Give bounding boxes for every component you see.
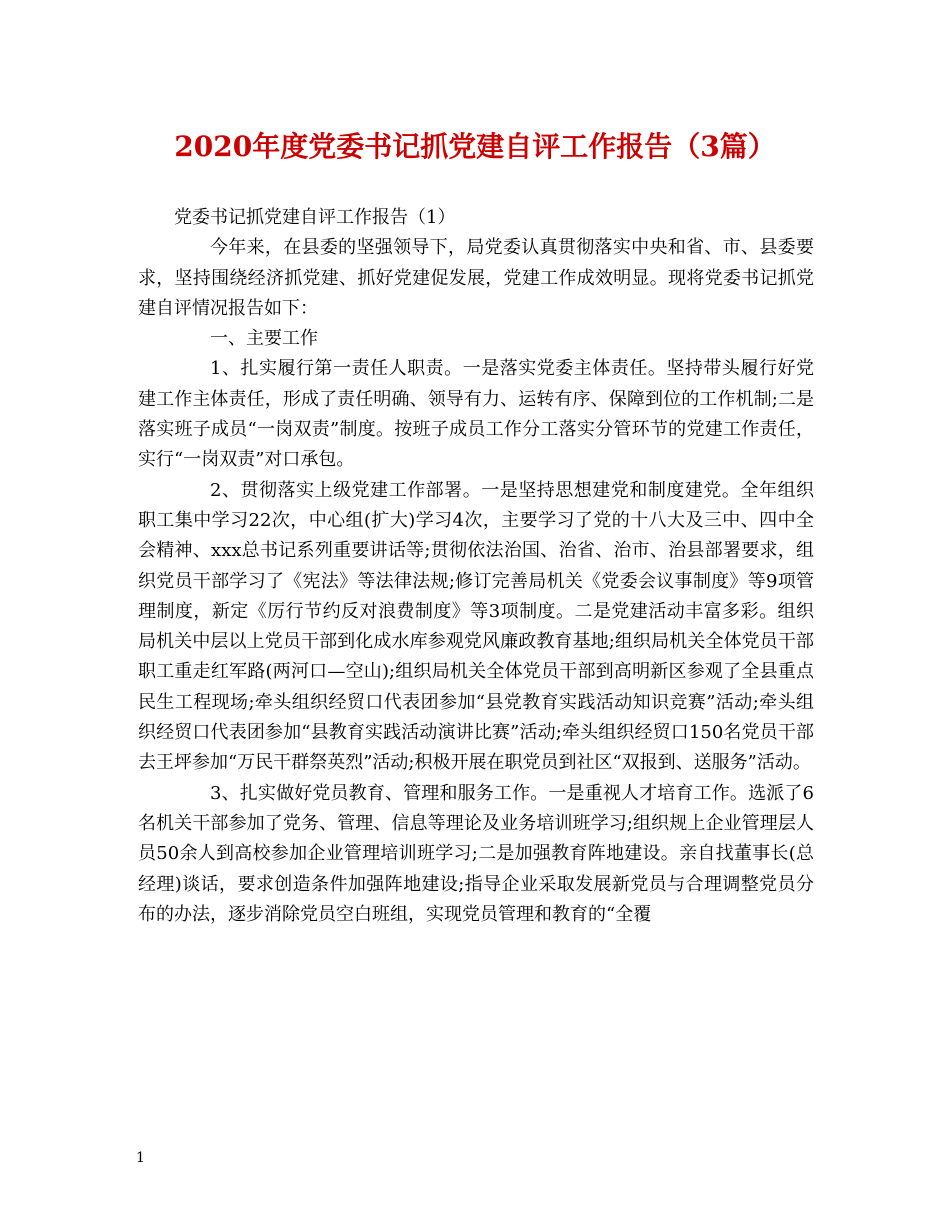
- paragraph-item-3: 3、扎实做好党员教育、管理和服务工作。一是重视人才培育工作。选派了6名机关干部参加了党务、管理、信息等理论及业务培训班学习;组织规上企业管理层人员50余人到高校参加企业管理培训班学习;二是加强教育阵地建设。亲自找董事长(总经理)谈话，要求创造条件加强阵地建设;指导企业采取发展新党员与合理调整党员分布的办法，逐步消除党员空白班组，实现党员管理和教育的“全覆: [138, 782, 814, 925]
- page-number: 1: [136, 1150, 145, 1166]
- section-heading: 一、主要工作: [210, 328, 318, 350]
- paragraph-item-1: 1、扎实履行第一责任人职责。一是落实党委主体责任。坚持带头履行好党建工作主体责任，形成了责任明确、领导有力、运转有序、保障到位的工作机制;二是落实班子成员“一岗双责”制度。按班子成员工作分工落实分管环节的党建工作责任，实行“一岗双责”对口承包。: [138, 358, 814, 471]
- document-title: 2020年度党委书记抓党建自评工作报告（3篇）: [174, 130, 776, 163]
- document-body: [138, 203, 814, 930]
- paragraph-item-2: 2、贯彻落实上级党建工作部署。一是坚持思想建党和制度建党。全年组织职工集中学习22次，中心组(扩大)学习4次，主要学习了党的十八大及三中、四中全会精神、xxx总书记系列重要讲话等;贯彻依法治国、治省、治市、治县部署要求，组织党员干部学习了《宪法》等法律法规;修订完善局机关《党委会议事制度》等9项管理制度，新定《厉行节约反对浪费制度》等3项制度。二是党建活动丰富多彩。组织局机关中层以上党员干部到化成水库参观党风廉政教育基地;组织局机关全体党员干部职工重走红军路(两河口—空山);组织局机关全体党员干部到高明新区参观了全县重点民生工程现场;牵头组织经贸口代表团参加“县党教育实践活动知识竞赛”活动;牵头组织经贸口代表团参加“县教育实践活动演讲比赛”活动;牵头组织经贸口150名党员干部去王坪参加“万民干群祭英烈”活动;积极开展在职党员到社区“双报到、送服务”活动。: [138, 479, 814, 774]
- paragraph-intro: 今年来，在县委的坚强领导下，局党委认真贯彻落实中央和省、市、县委要求，坚持围绕经济抓党建、抓好党建促发展，党建工作成效明显。现将党委书记抓党建自评情况报告如下：: [138, 237, 814, 319]
- section-subtitle: 党委书记抓党建自评工作报告（1）: [174, 207, 456, 228]
